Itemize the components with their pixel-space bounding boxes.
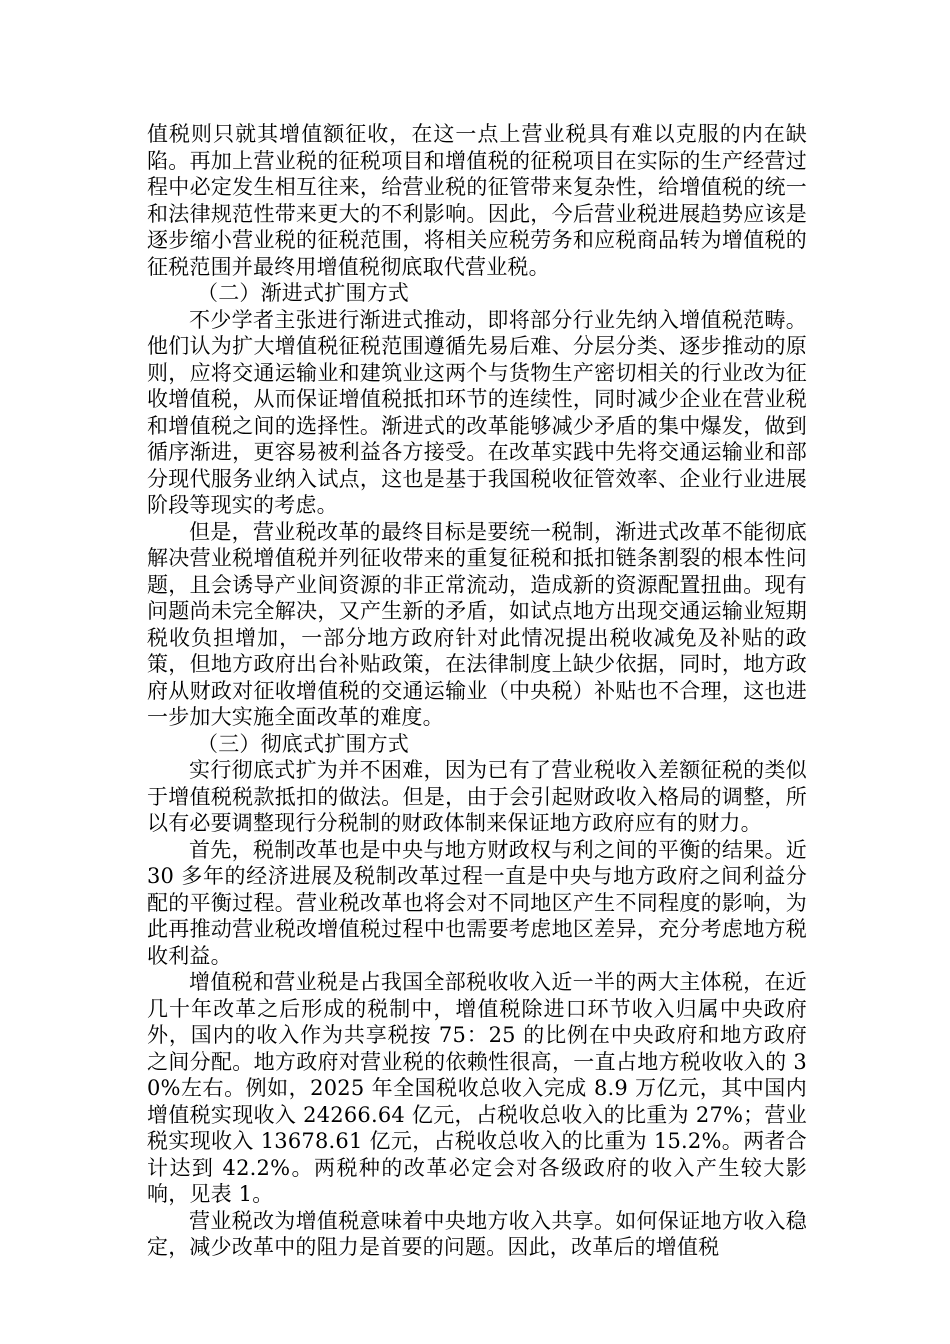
paragraph: 值税则只就其增值额征收，在这一点上营业税具有难以克服的内在缺陷。再加上营业税的征税项目和增值税的征税项目在实际的生产经营过程中必定发生相互往来，给营业税的征管带来复杂性，给增值税的统一和法律规范性带来更大的不利影响。因此，今后营业税进展趋势应该是逐步缩小营业税的征税范围，将相关应税劳务和应税商品转为增值税的征税范围并最终用增值税彻底取代营业税。	[147, 122, 807, 279]
section-heading: （二）渐进式扩围方式	[197, 281, 409, 305]
paragraph: 首先，税制改革也是中央与地方财政权与利之间的平衡的结果。近 30 多年的经济进展及税制改革过程一直是中央与地方政府之间利益分配的平衡过程。营业税改革也将会对不同地区产生不同程度的影响，为此再推动营业税改增值税过程中也需要考虑地区差异，充分考虑地方税收利益。	[147, 837, 807, 968]
paragraph: 营业税改为增值税意味着中央地方收入共享。如何保证地方收入稳定，减少改革中的阻力是首要的问题。因此，改革后的增值税	[147, 1208, 807, 1259]
paragraph: 但是，营业税改革的最终目标是要统一税制，渐进式改革不能彻底解决营业税增值税并列征收带来的重复征税和抵扣链条割裂的根本性问题，且会诱导产业间资源的非正常流动，造成新的资源配置扭曲。现有问题尚未完全解决，又产生新的矛盾，如试点地方出现交通运输业短期税收负担增加，一部分地方政府针对此情况提出税收减免及补贴的政策，但地方政府出台补贴政策，在法律制度上缺少依据，同时，地方政府从财政对征收增值税的交通运输业（中央税）补贴也不合理，这也进一步加大实施全面改革的难度。	[147, 519, 807, 729]
paragraph: 增值税和营业税是占我国全部税收收入近一半的两大主体税，在近几十年改革之后形成的税制中，增值税除进口环节收入归属中央政府外，国内的收入作为共享税按 75：25 的比例在中央政府和地方政府之间分配。地方政府对营业税的依赖性很高，一直占地方税收收入的 30%左右。例如，2025 年全国税收总收入完成 8.9 万亿元，其中国内增值税实现收入 24266.64 亿元，占税收总收入的比重为 27%；营业税实现收入 13678.61 亿元，占税收总收入的比重为 15.2%。两者合计达到 42.2%。两税种的改革必定会对各级政府的收入产生较大影响，见表 1。	[147, 970, 807, 1206]
paragraph: 实行彻底式扩为并不困难，因为已有了营业税收入差额征税的类似于增值税税款抵扣的做法。但是，由于会引起财政收入格局的调整，所以有必要调整现行分税制的财政体制来保证地方政府应有的财力。	[147, 758, 807, 835]
document-body	[147, 121, 807, 1261]
section-heading: （三）彻底式扩围方式	[197, 731, 409, 756]
paragraph: 不少学者主张进行渐进式推动，即将部分行业先纳入增值税范畴。他们认为扩大增值税征税范围遵循先易后难、分层分类、逐步推动的原则，应将交通运输业和建筑业这两个与货物生产密切相关的行业改为征收增值税，从而保证增值税抵扣环节的连续性，同时减少企业在营业税和增值税之间的选择性。渐进式的改革能够减少矛盾的集中爆发，做到循序渐进，更容易被利益各方接受。在改革实践中先将交通运输业和部分现代服务业纳入试点，这也是基于我国税收征管效率、企业行业进展阶段等现实的考虑。	[147, 307, 807, 517]
